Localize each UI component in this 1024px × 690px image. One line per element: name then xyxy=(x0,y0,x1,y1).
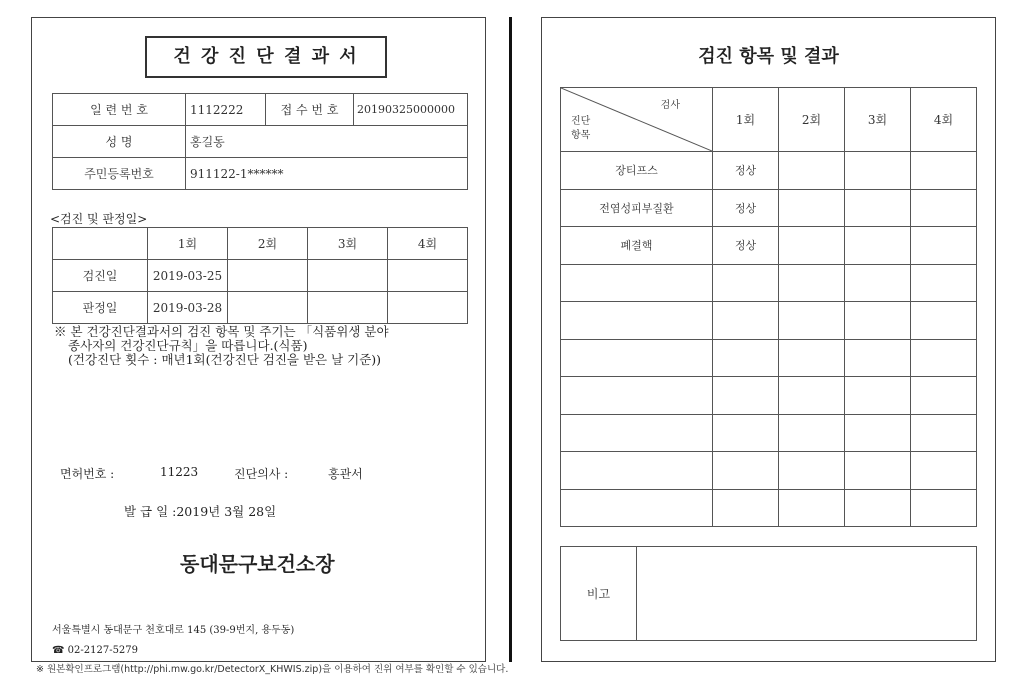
right-page xyxy=(541,17,996,662)
table-row xyxy=(561,339,977,377)
results-item-cell: 전염성피부질환 xyxy=(561,189,713,227)
results-value-cell xyxy=(713,489,779,527)
exam-cell xyxy=(228,292,308,324)
results-value-cell xyxy=(779,264,845,302)
exam-header-cell: 4회 xyxy=(388,228,468,260)
results-value-cell xyxy=(845,152,911,190)
exam-cell xyxy=(388,260,468,292)
results-title: 검진 항목 및 결과 xyxy=(698,46,839,67)
note-line: (건강진단 횟수 : 매년1회(건강진단 검진을 받은 날 기준)) xyxy=(68,352,382,367)
corner-top-label: 검사 xyxy=(660,100,680,111)
results-item-cell xyxy=(561,489,713,527)
results-value-cell xyxy=(713,302,779,340)
results-value-cell: 정상 xyxy=(713,189,779,227)
personal-info-table xyxy=(52,93,468,190)
exam-header-cell: 1회 xyxy=(148,228,228,260)
corner-left-label-1: 진단 xyxy=(571,116,591,127)
results-value-cell xyxy=(911,377,977,415)
results-value-cell xyxy=(713,339,779,377)
results-value-cell xyxy=(779,414,845,452)
corner-left-label-2: 항목 xyxy=(571,130,591,141)
results-value-cell xyxy=(779,377,845,415)
exam-header-cell: 3회 xyxy=(308,228,388,260)
address: 서울특별시 동대문구 천호대로 145 (39-9번지, 용두동) xyxy=(52,625,295,636)
license-label: 면허번호 : xyxy=(60,467,115,481)
results-value-cell xyxy=(779,152,845,190)
results-item-cell xyxy=(561,302,713,340)
results-value-cell: 정상 xyxy=(713,152,779,190)
exam-section-label: <검진 및 판정일> xyxy=(50,212,148,226)
results-value-cell xyxy=(779,189,845,227)
results-value-cell xyxy=(779,302,845,340)
results-item-cell xyxy=(561,414,713,452)
exam-cell xyxy=(388,292,468,324)
table-row xyxy=(561,189,977,227)
results-value-cell xyxy=(845,227,911,265)
results-value-cell xyxy=(911,414,977,452)
results-value-cell xyxy=(779,339,845,377)
phone: ☎ 02-2127-5279 xyxy=(52,645,139,656)
table-row xyxy=(561,489,977,527)
license-value: 11223 xyxy=(160,465,199,479)
receipt-label: 접 수 번 호 xyxy=(266,94,354,126)
results-item-cell: 폐결핵 xyxy=(561,227,713,265)
name-value: 홍길동 xyxy=(186,126,468,158)
results-value-cell xyxy=(911,189,977,227)
table-row xyxy=(561,452,977,490)
exam-header-cell: 2회 xyxy=(228,228,308,260)
serial-label: 일 련 번 호 xyxy=(53,94,186,126)
exam-row-label: 검진일 xyxy=(53,260,148,292)
results-item-cell xyxy=(561,264,713,302)
name-label: 성 명 xyxy=(53,126,186,158)
results-value-cell xyxy=(911,264,977,302)
results-value-cell xyxy=(845,489,911,527)
issue-date: 발 급 일 :2019년 3월 28일 xyxy=(124,504,277,519)
results-value-cell xyxy=(845,414,911,452)
results-header-cell: 4회 xyxy=(911,88,977,152)
exam-cell xyxy=(228,260,308,292)
results-item-cell: 장티프스 xyxy=(561,152,713,190)
results-table xyxy=(560,87,977,527)
table-row xyxy=(561,264,977,302)
receipt-value: 20190325000000 xyxy=(354,94,468,126)
results-value-cell xyxy=(779,489,845,527)
rrn-value: 911122-1****** xyxy=(186,158,468,190)
remarks-label: 비고 xyxy=(561,547,637,641)
exam-cell: 2019-03-28 xyxy=(148,292,228,324)
table-row xyxy=(561,302,977,340)
exam-cell: 2019-03-25 xyxy=(148,260,228,292)
footer-note: ※ 원본확인프로그램(http://phi.mw.go.kr/DetectorX_KHWIS.zip)을 이용하여 진위 여부를 확인할 수 있습니다. xyxy=(36,664,509,675)
center-divider xyxy=(509,17,512,662)
note-line: 종사자의 건강진단규칙」을 따릅니다.(식품) xyxy=(68,338,308,353)
remarks-table xyxy=(560,546,977,641)
table-row xyxy=(561,414,977,452)
results-value-cell xyxy=(911,452,977,490)
exam-cell xyxy=(308,292,388,324)
results-header-cell: 2회 xyxy=(779,88,845,152)
results-value-cell xyxy=(779,452,845,490)
results-header-cell: 1회 xyxy=(713,88,779,152)
doctor-label: 진단의사 : xyxy=(234,467,289,481)
results-value-cell xyxy=(713,377,779,415)
results-value-cell xyxy=(713,414,779,452)
table-row xyxy=(561,377,977,415)
table-row xyxy=(53,292,468,324)
document-title: 건 강 진 단 결 과 서 xyxy=(145,36,387,78)
regulation-note xyxy=(54,325,479,367)
results-value-cell xyxy=(911,302,977,340)
results-header-cell: 3회 xyxy=(845,88,911,152)
results-value-cell xyxy=(845,339,911,377)
results-item-cell xyxy=(561,377,713,415)
results-value-cell xyxy=(779,227,845,265)
left-page xyxy=(31,17,486,662)
results-value-cell xyxy=(911,489,977,527)
rrn-label: 주민등록번호 xyxy=(53,158,186,190)
results-value-cell xyxy=(713,264,779,302)
doctor-value: 홍관서 xyxy=(328,467,363,481)
results-value-cell xyxy=(845,189,911,227)
results-value-cell xyxy=(911,339,977,377)
results-item-cell xyxy=(561,339,713,377)
serial-value: 1112222 xyxy=(186,94,266,126)
results-item-cell xyxy=(561,452,713,490)
note-line: ※ 본 건강진단결과서의 검진 항목 및 주기는 「식품위생 분야 xyxy=(54,324,389,339)
exam-date-table xyxy=(52,227,468,324)
issuer-name: 동대문구보건소장 xyxy=(180,552,335,576)
exam-row-label: 판정일 xyxy=(53,292,148,324)
remarks-field xyxy=(637,547,977,641)
results-value-cell xyxy=(911,227,977,265)
table-row xyxy=(53,260,468,292)
corner-header-cell xyxy=(561,88,713,152)
table-row xyxy=(561,227,977,265)
table-row xyxy=(561,152,977,190)
results-value-cell xyxy=(845,377,911,415)
results-value-cell xyxy=(911,152,977,190)
results-value-cell xyxy=(845,302,911,340)
exam-cell xyxy=(308,260,388,292)
results-value-cell xyxy=(713,452,779,490)
results-value-cell: 정상 xyxy=(713,227,779,265)
results-value-cell xyxy=(845,264,911,302)
exam-header-cell xyxy=(53,228,148,260)
results-value-cell xyxy=(845,452,911,490)
